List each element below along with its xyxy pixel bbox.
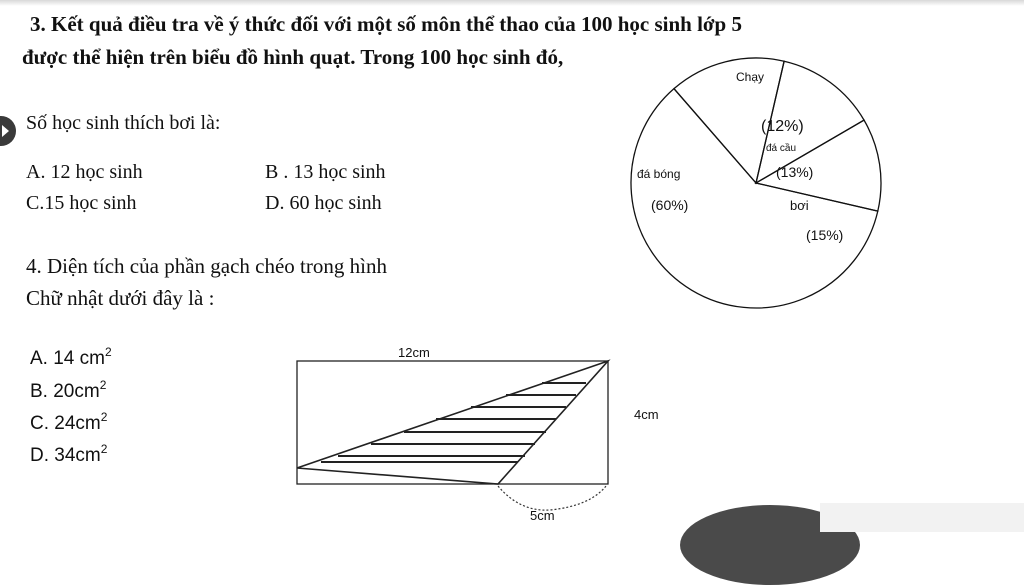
q4-option-b-text: B. 20cm: [30, 381, 100, 402]
hatch-lines: [321, 383, 586, 462]
q4-option-d-text: D. 34cm: [30, 445, 101, 466]
pie-value-da-bong: (60%): [651, 197, 689, 213]
q3-option-b[interactable]: B . 13 học sinh: [265, 161, 386, 183]
pie-value-boi: (15%): [806, 227, 844, 243]
hatched-triangle: [297, 361, 608, 484]
q3-option-d[interactable]: D. 60 học sinh: [265, 192, 382, 214]
q4-option-d-exponent: 2: [100, 442, 108, 456]
pie-label-da-bong: đá bóng: [637, 167, 681, 181]
q4-option-a-exponent: 2: [104, 345, 112, 359]
pie-label-boi: bơi: [790, 198, 809, 213]
pie-value-chay: (12%): [761, 118, 804, 135]
q3-option-a[interactable]: A. 12 học sinh: [26, 161, 143, 183]
label-5cm: 5cm: [530, 508, 555, 523]
q4-line-2: Chữ nhật dưới đây là :: [26, 286, 215, 310]
q3-line-1: 3. Kết quả điều tra về ý thức đối với một số môn thể thao của 100 học sinh lớp 5: [30, 12, 742, 36]
outer-rectangle: [297, 361, 608, 484]
label-4cm: 4cm: [634, 407, 659, 422]
q4-option-c-text: C. 24cm: [30, 413, 101, 434]
q4-option-a-text: A. 14 cm: [30, 348, 105, 369]
pie-label-da-cau: đá cầu: [766, 143, 797, 154]
q3-option-c[interactable]: C.15 học sinh: [26, 192, 137, 214]
q4-option-c-exponent: 2: [100, 410, 108, 424]
bottom-brace-5cm: [498, 486, 606, 510]
q4-line-1: 4. Diện tích của phần gạch chéo trong hình: [26, 254, 387, 278]
q3-line-2: được thể hiện trên biểu đồ hình quạt. Trong 100 học sinh đó,: [22, 45, 564, 69]
pie-label-chay: Chạy: [736, 70, 765, 84]
label-12cm: 12cm: [398, 345, 430, 360]
q4-option-b-exponent: 2: [99, 378, 107, 392]
pie-value-da-cau: (13%): [776, 164, 814, 180]
decorative-strip: [820, 503, 1024, 532]
q3-prompt: Số học sinh thích bơi là:: [26, 112, 221, 134]
